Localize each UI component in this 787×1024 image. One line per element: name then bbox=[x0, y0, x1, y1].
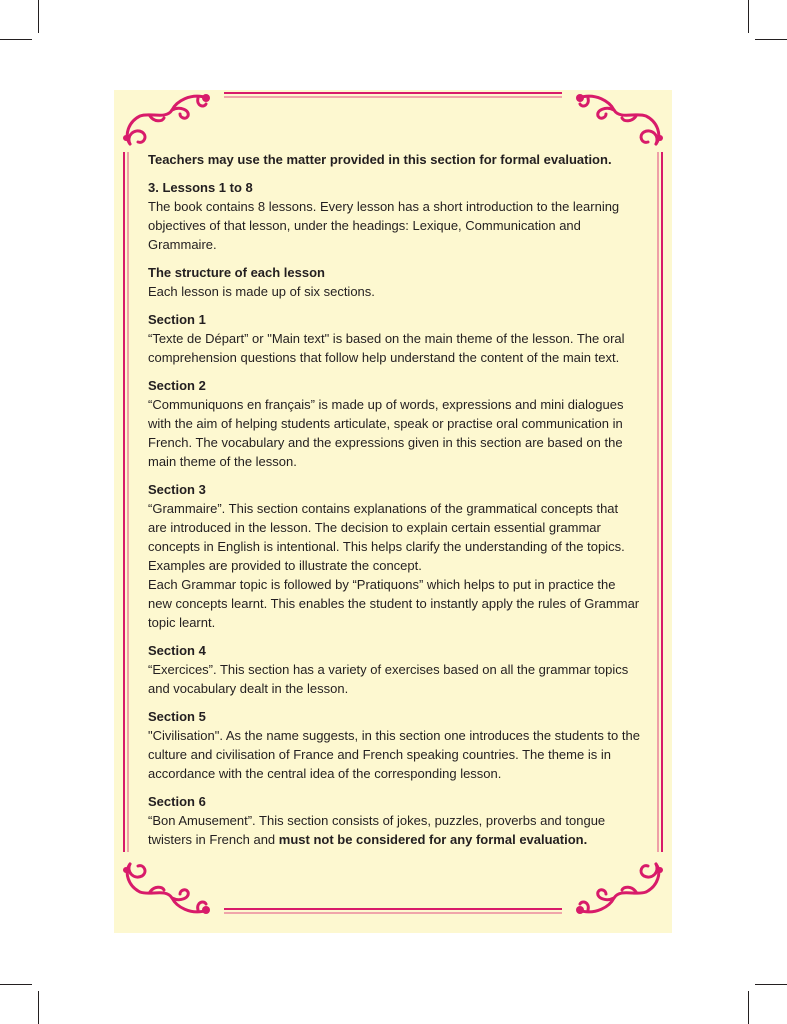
paragraph: The book contains 8 lessons. Every lesson has a short introduction to the learning objectives of that lesson, under the headings: Lexique, Communication and Grammaire. bbox=[148, 199, 620, 252]
corner-ornament-icon bbox=[120, 92, 212, 150]
crop-mark bbox=[0, 39, 32, 40]
paragraph: “Texte de Départ” or "Main text" is based on the main theme of the lesson. The oral comprehension questions that follow help understand the content of the main text. bbox=[148, 331, 625, 365]
crop-mark bbox=[38, 991, 39, 1024]
paragraph: “Exercices”. This section has a variety of exercises based on all the grammar topics and vocabulary dealt in the lesson. bbox=[148, 662, 629, 696]
paragraph: Each lesson is made up of six sections. bbox=[148, 284, 375, 299]
structure-block bbox=[148, 263, 640, 301]
crop-mark bbox=[0, 984, 32, 985]
paragraph: "Civilisation". As the name suggests, in this section one introduces the students to the culture and civilisation of France and French speaking countries. The theme is in accordance with the central idea of the corresponding lesson. bbox=[148, 728, 640, 781]
document-body bbox=[148, 150, 640, 858]
section-heading: Section 1 bbox=[148, 312, 206, 327]
section-3-block bbox=[148, 480, 640, 632]
section-2-block bbox=[148, 376, 640, 471]
section-4-block bbox=[148, 641, 640, 698]
emphasis-text: must not be considered for any formal evaluation. bbox=[278, 832, 588, 847]
intro bbox=[148, 150, 640, 169]
crop-mark bbox=[748, 0, 749, 33]
intro-text: Teachers may use the matter provided in this section for formal evaluation. bbox=[148, 152, 612, 167]
paragraph: “Communiquons en français” is made up of words, expressions and mini dialogues with the aim of helping students articulate, speak or practise oral communication in French. The vocabulary and the expressions given in this section are based on the main theme of the lesson. bbox=[148, 397, 624, 469]
section-heading: Section 3 bbox=[148, 482, 206, 497]
paragraph bbox=[148, 811, 640, 849]
section-heading: 3. Lessons 1 to 8 bbox=[148, 180, 253, 195]
section-heading: Section 6 bbox=[148, 794, 206, 809]
crop-mark bbox=[755, 984, 787, 985]
section-heading: Section 4 bbox=[148, 643, 206, 658]
section-heading: Section 5 bbox=[148, 709, 206, 724]
section-heading: Section 2 bbox=[148, 378, 206, 393]
paragraph-text: “Bon Amusement”. This section consists of jokes, puzzles, proverbs and tongue twisters in French and bbox=[148, 813, 606, 847]
crop-mark bbox=[38, 0, 39, 33]
corner-ornament-icon bbox=[574, 858, 666, 916]
section-5-block bbox=[148, 707, 640, 783]
corner-ornament-icon bbox=[574, 92, 666, 150]
crop-mark bbox=[755, 39, 787, 40]
section-heading: The structure of each lesson bbox=[148, 265, 325, 280]
section-1-block bbox=[148, 310, 640, 367]
paragraph: “Grammaire”. This section contains explanations of the grammatical concepts that are introduced in the lesson. The decision to explain certain essential grammar concepts in English is intentional. This helps clarify the understanding of the topics. Examples are provided to illustrate the concept. bbox=[148, 501, 625, 573]
section-6-block bbox=[148, 792, 640, 849]
paragraph: Each Grammar topic is followed by “Pratiquons” which helps to put in practice the new concepts learnt. This enables the student to instantly apply the rules of Grammar topic learnt. bbox=[148, 577, 640, 630]
lessons-block bbox=[148, 178, 640, 254]
crop-mark bbox=[748, 991, 749, 1024]
corner-ornament-icon bbox=[120, 858, 212, 916]
